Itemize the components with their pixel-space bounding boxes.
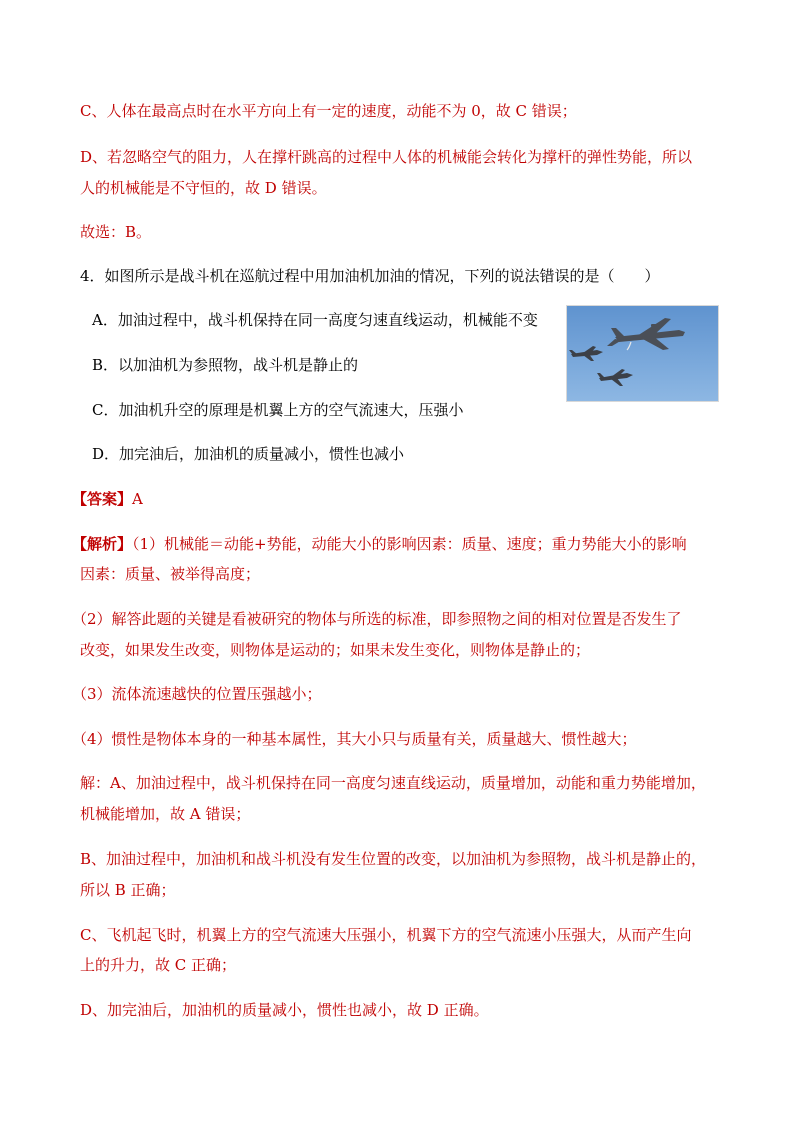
analysis-p1-line2: 因素：质量、被举得高度；	[80, 565, 261, 583]
prev-option-c-analysis: C、人体在最高点时在水平方向上有一定的速度，动能不为 0，故 C 错误；	[80, 102, 577, 120]
solution-a-line2: 机械能增加，故 A 错误；	[80, 805, 251, 823]
option-c: C．加油机升空的原理是机翼上方的空气流速大，压强小	[92, 401, 464, 419]
option-d: D．加完油后，加油机的质量减小，惯性也减小	[92, 445, 405, 463]
prev-option-d-analysis-line1: D、若忽略空气的阻力，人在撑杆跳高的过程中人体的机械能会转化为撑杆的弹性势能，所以	[80, 148, 693, 166]
answer-label: 【答案】	[72, 490, 133, 508]
analysis-p2-line2: 改变，如果发生改变，则物体是运动的；如果未发生变化，则物体是静止的；	[80, 641, 591, 659]
refueling-aircraft-image	[567, 306, 718, 401]
solution-a-line1: 解：A、加油过程中，战斗机保持在同一高度匀速直线运动，质量增加，动能和重力势能增加，	[80, 774, 706, 792]
option-b: B．以加油机为参照物，战斗机是静止的	[92, 356, 359, 374]
solution-b-line1: B、加油过程中，加油机和战斗机没有发生位置的改变，以加油机为参照物，战斗机是静止的，	[80, 850, 707, 868]
analysis-p2-line1: （2）解答此题的关键是看被研究的物体与所选的标准，即参照物之间的相对位置是否发生了	[72, 610, 682, 628]
answer-line	[72, 489, 143, 509]
analysis-p4: （4）惯性是物体本身的一种基本属性，其大小只与质量有关，质量越大、惯性越大；	[72, 730, 637, 748]
analysis-p1-text: （1）机械能＝动能+势能，动能大小的影响因素：质量、速度；重力势能大小的影响	[132, 535, 687, 553]
refueling-photo	[566, 305, 719, 402]
question-stem: 4．如图所示是战斗机在巡航过程中用加油机加油的情况，下列的说法错误的是（ ）	[80, 267, 660, 285]
solution-c-line2: 上的升力，故 C 正确；	[80, 956, 237, 974]
solution-d: D、加完油后，加油机的质量减小，惯性也减小，故 D 正确。	[80, 1001, 489, 1019]
solution-b-line2: 所以 B 正确；	[80, 881, 176, 899]
option-a: A．加油过程中，战斗机保持在同一高度匀速直线运动，机械能不变	[92, 311, 538, 329]
prev-option-d-analysis-line2: 人的机械能是不守恒的，故 D 错误。	[80, 179, 327, 197]
answer-value: A	[132, 490, 143, 508]
analysis-p1-line1	[72, 534, 687, 554]
solution-c-line1: C、飞机起飞时，机翼上方的空气流速大压强小，机翼下方的空气流速小压强大，从而产生向	[80, 926, 692, 944]
analysis-p3: （3）流体流速越快的位置压强越小；	[72, 685, 322, 703]
analysis-label: 【解析】	[72, 535, 133, 553]
prev-choice: 故选：B。	[80, 223, 152, 241]
